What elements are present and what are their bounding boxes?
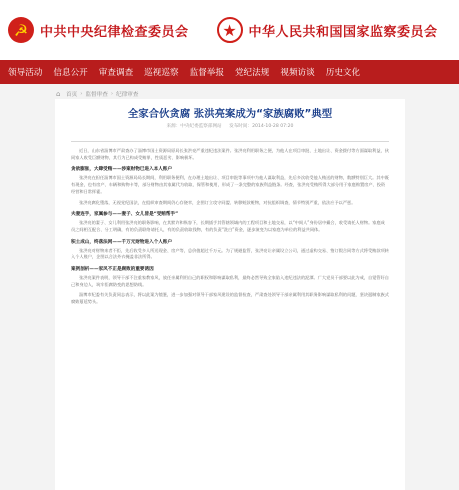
article-meta [71,123,389,131]
article-card [55,99,405,490]
article-subheading: 贪欲膨胀，大肆受贿——涉案财物已进入本人账户 [71,167,173,173]
title-divider [71,141,389,142]
article-source: 来源：中央纪委监察部网站 [166,124,222,129]
breadcrumb [56,90,138,98]
article-date: 发布时间：2014-10-28 07:20 [229,124,294,129]
nav-item-video[interactable]: 视频访谈 [280,68,315,78]
article-paragraph: 近日，山东省淄博市严肃查办了淄博市国土资源局原局长张洪亮严重违纪违法案件。张洪亮利用职务之便，为他人在项目审批、土地出让、资金拨付等方面谋取利益，伙同家人收受巨额财物，其行为已构成受贿罪，性质恶劣、影响极坏。 [71,148,389,160]
article-paragraph: 张洪亮腐化堕落，无视党纪国法，在组织审查期间仍心存侥幸，企图订立攻守同盟、转移赃款赃物，对抗组织调查，情节特别严重，依法应予以严惩。 [79,199,356,205]
breadcrumb-home[interactable]: 首页 [66,92,78,98]
nav-item-regulations[interactable]: 党纪法规 [234,68,270,78]
article-paragraph: 张洪亮的妻子、女儿利用张洪亮的职务影响，在其默许和纵容下，长期插手其管辖领域内的工程项目和土地交易，以“中间人”身份居中撮合，收受请托人财物。家庭成员之间相互配合、分工明确，有的负责联络请托人，有的负责收取钱物，有的负责“洗白”资金，逐步演变为以家庭为单位的利益共同体。 [71,220,385,232]
article-subheading: 夫妻连手，家属参与——妻子、女儿皆是“受贿帮手” [71,212,179,218]
state-emblem-icon[interactable]: ★ [217,17,243,43]
breadcrumb-separator: › [110,91,114,97]
nav-item-inspection[interactable]: 巡视巡察 [144,68,179,78]
article-paragraph: 张洪亮在担任淄博市国土资源局局长期间，利用职务便利，在办理土地出让、项目审批等事项中为他人谋取利益，先后多次收受他人贿送的财物，数额特别巨大。其中既有现金，也有房产、车辆和购物卡等，部分财物由其家属代为收取、保管和使用，形成了一条完整的家族利益链条。经查，张洪亮受贿所得大部分用于家庭购置房产、投资经营和日常挥霍。 [71,175,389,194]
main-nav [0,60,459,84]
article-paragraph: 淄博市纪委有关负责同志表示，将以此案为镜鉴，进一步加强对领导干部家风建设的监督检查，严肃查处领导干部亲属利用其职务影响谋取私利的问题，坚决遏制家族式腐败蔓延势头。 [71,292,389,305]
article-title: 全家合伙贪腐 张洪亮案成为“家族腐败”典型 [127,108,333,120]
nav-item-leadership[interactable]: 领导活动 [8,68,43,78]
site-title-right[interactable]: 中华人民共和国国家监察委员会 [248,24,438,40]
party-emblem-icon[interactable]: ☭ [8,17,34,43]
breadcrumb-current[interactable]: 纪律审查 [116,92,139,98]
article-subheading: 积土成山，终落法网——千万元财物进入个人账户 [71,239,173,245]
breadcrumb-section[interactable]: 监督审查 [85,92,108,98]
article-paragraph: 张洪亮对财物来者不拒，先后收受多人所送现金、房产等，总价值超过千万元。为了规避监管，张洪亮让亲属设立公司，通过虚构交易、签订假合同等方式将受贿款项转入个人账户，企图以合法外衣掩盖非法所得。 [71,247,389,260]
breadcrumb-separator: › [80,91,83,97]
nav-item-history[interactable]: 历史文化 [325,68,361,78]
nav-item-info-disclosure[interactable]: 信息公开 [53,68,88,78]
nav-item-investigation[interactable]: 审查调查 [98,68,134,78]
nav-item-report[interactable]: 监督举报 [189,68,224,78]
article-body [71,148,389,306]
article-subheading: 案例剖析——家风不正是腐败的重要诱因 [71,267,154,273]
home-icon: ⌂ [56,90,61,98]
header-banner [0,0,459,60]
site-title-left[interactable]: 中共中央纪律检查委员会 [40,24,189,40]
article-paragraph: 张洪亮案件表明，领导干部不注重家教家风，放任亲属利用自己的职权和影响谋取私利，最终必然导致全家陷入违纪违法的泥潭。广大党员干部要以此为戒，自觉管好自己和身边人，筑牢拒腐防变的思想防线。 [71,275,389,287]
